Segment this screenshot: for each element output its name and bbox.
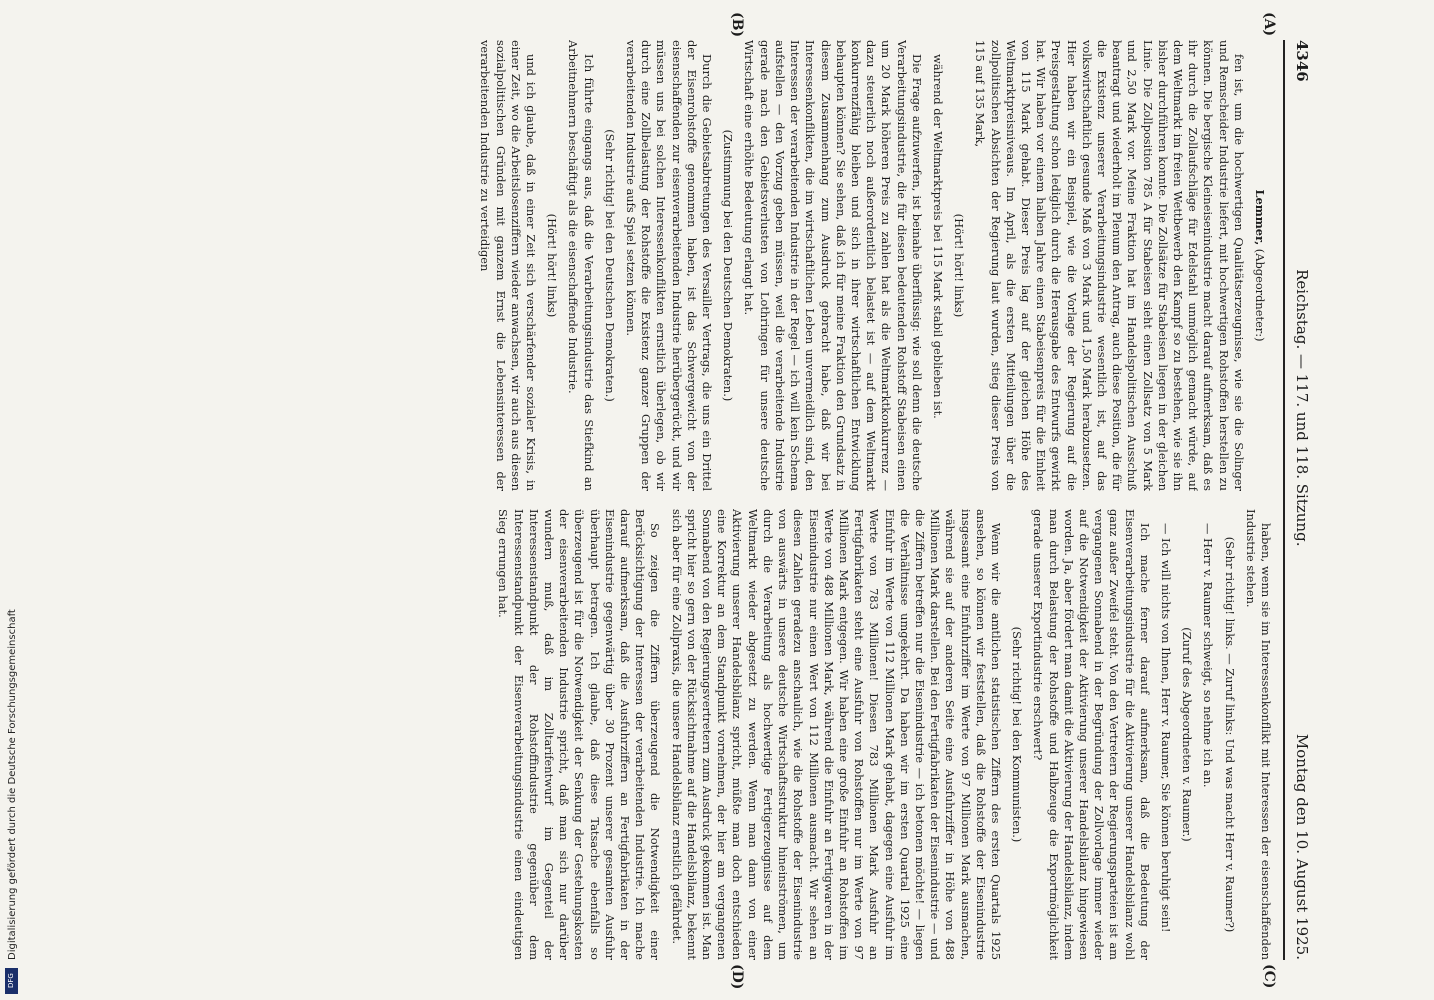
margin-marker-a: (A): [1261, 12, 1277, 37]
text-columns: [143, 40, 1273, 960]
interjection: (Sehr richtig! links. — Zuruf links: Und was macht Herr v. Raumer?): [1222, 536, 1237, 933]
dfg-logo: DFG: [5, 968, 18, 994]
paragraph: Durch die Gebietsabtretungen des Versailler Vertrags, die uns ein Drittel der Eisenrohstoffe genommen haben, ist das Schwergewicht von der eisenschaffenden zur eisenverarbeitenden Industrie herübergerückt, und wir müssen uns bei solchen Interessenkonflikten ernstlich überlegen, ob wir durch eine Zollbelastung der Rohstoffe die Existenz ganzer Gruppen der verarbeitenden Industrie aufs Spiel setzen können.: [624, 40, 715, 491]
interjection: (Sehr richtig! bei den Deutschen Demokraten.): [602, 129, 617, 402]
left-column: [143, 40, 1273, 491]
digitization-sidebar: [2, 0, 20, 1000]
paragraph: Ich führte eingangs aus, daß die Verarbeitungsindustrie das Stiefkind an Arbeitnehmern beschäftigt als die eisenschaffende Industrie.: [566, 40, 596, 491]
margin-marker-b: (B): [729, 12, 745, 38]
interjection: (Hört! hört! links): [545, 213, 560, 318]
paragraph: Wenn wir die amtlichen statistischen Ziffern des ersten Quartals 1925 ansehen, so können wir feststellen, daß die Rohstoffe der Eisenindustrie insgesamt eine Einfuhrziffer im Werte von 97 Millionen Mark ausmachen, während sie auf der anderen Seite eine Ausfuhrziffer in Höhe von 488 Millionen Mark darstellen. Bei den Fertigfabrikaten der Eisenindustrie — und die Ziffern betreffen nur die Eisenindustrie — ich betonen möchte! — liegen die Verhältnisse umgekehrt. Da haben wir im ersten Quartal 1925 eine Einfuhr im Werte von 112 Millionen Mark gehabt, dagegen eine Ausfuhr im Werte von 783 Millionen! Diesen 783 Millionen Mark Ausfuhr an Fertigfabrikaten steht eine Ausfuhr von Rohstoffen nur im Werte von 97 Millionen Mark entgegen. Wir haben eine große Einfuhr an Rohstoffen im Werte von 488 Millionen Mark, während die Einfuhr an Fertigwaren in der Eisenindustrie nur einen Wert von 112 Millionen ausmacht. Wir sehen an diesen Zahlen geradezu anschaulich, wie die Rohstoffe der Eisenindustrie von auswärts in unsere deutsche Wirtschaftsstruktur hineinströmen, um durch die Verarbeitung als hochwertige Fertigerzeugnisse auf dem Weltmarkt wieder abgesetzt zu werden. Wenn man dann von einer Aktivierung unserer Handelsbilanz spricht, müßte man doch entschieden eine Korrektur an dem Standpunkt vornehmen, der hier am vergangenen Sonnabend von den Regierungsvertretern zum Ausdruck gekommen ist. Man spricht hier so gern von der Rücksichtnahme auf die Handelsbilanz, bekennt sich aber für eine Zollpraxis, die unsere Handelsbilanz ernstlich gefährdet.: [669, 509, 1003, 960]
interjection: (Zuruf des Abgeordneten v. Raumer.): [1180, 627, 1195, 842]
session-date: Montag den 10. August 1925.: [1293, 733, 1311, 960]
paragraph: haben, wenn sie im Interessenkonflikt mit Interessen der eisenschaffenden Industrie stehen.: [1243, 509, 1273, 960]
page-header: [1283, 40, 1315, 960]
speaker-name: Lemmer,: [1253, 189, 1267, 246]
speaker-role: Abgeordneter:: [1253, 253, 1267, 338]
speaker-line: Lemmer, (Abgeordneter:): [1253, 189, 1267, 342]
paragraph: Ich mache ferner darauf aufmerksam, daß die Bedeutung der Eisenverarbeitungsindustrie für die Aktivierung unserer Handelsbilanz wohl ganz außer Zweifel steht. Von den Vertretern der Regierungsparteien ist am vergangenen Sonnabend in der Begründung der Zollvorlage immer wieder auf die Notwendigkeit der Aktivierung unserer Handelsbilanz hingewiesen worden. Ja, aber fördert man damit die Aktivierung der Handelsbilanz, indem man durch Belastung der Rohstoffe und Halbzeuge die Exportmöglichkeit gerade unserer Exportindustrie erschwert?: [1031, 509, 1152, 960]
interjection: (Zustimmung bei den Deutschen Demokraten.): [721, 129, 736, 402]
session-title: Reichstag. — 117. und 118. Sitzung.: [1293, 269, 1311, 547]
rotated-page-content: [85, 0, 1335, 1000]
right-column: [143, 509, 1273, 960]
paragraph: Die Frage aufzuwerfen, ist beinahe überflüssig: wie soll denn die deutsche Verarbeitungsindustrie, die für diesen bedeutenden Rohstoff Stabeisen einen um 20 Mark höheren Preis zu zahlen hat als die Weltmarktkonkurrenz — dazu steuerlich noch außerordentlich belastet ist — auf dem Weltmarkt konkurrenzfähig bleiben und sich in ihrer wirtschaftlichen Entwicklung behaupten können? Sie sehen, daß ich für meine Fraktion den Grundsatz in diesem Zusammenhang zum Ausdruck gebracht habe, daß wir bei Interessenkonflikten, die im wirtschaftlichen Leben unvermeidlich sind, den Interessen der verarbeitenden Industrie in der Regel — ich will kein Schema aufstellen — den Vorzug geben müssen, weil die verarbeitende Industrie gerade nach den Gebietsverlusten von Lothringen für unsere deutsche Wirtschaft eine erhöhte Bedeutung erlangt hat.: [742, 40, 924, 491]
paragraph: und ich glaube, daß in einer Zeit sich verschärfender sozialer Krisis, in einer Zeit, wo die Arbeitslosenziffern wieder anwachsen, wir auch aus diesen sozialpolitischen Gründen mit ganzem Ernst die Lebensinteressen der verarbeitenden Industrie zu verteidigen: [478, 40, 539, 491]
paragraph: — Herr v. Raumer schweigt, so nehme ich an.: [1201, 523, 1216, 788]
interjection: (Sehr richtig! bei den Kommunisten.): [1010, 626, 1025, 843]
paragraph: So zeigen die Ziffern überzeugend die Notwendigkeit einer Berücksichtigung der Interessen der verarbeitenden Industrie. Ich mache darauf aufmerksam, daß die Ausfuhrziffern an Fertigfabrikaten in der Eisenindustrie gegenwärtig über 30 Prozent unserer gesamten Ausfuhr überhaupt betragen. Ich glaube, daß diese Tatsache ebenfalls so überzeugend ist für die Notwendigkeit der Senkung der Gestehungskosten der eisenverarbeitenden Industrie spricht, daß man sich nur darüber wundern muß, daß im Zolltarifentwurf im Gegenteil der Interessenstandpunkt der Rohstoffindustrie gegenüber dem Interessenstandpunkt der Eisenverarbeitungsindustrie einen eindeutigen Sieg errungen hat.: [496, 509, 663, 960]
dfg-credit-text: Digitalisierung gefördert durch die Deutsche Forschungsgemeinschaft: [7, 609, 18, 960]
paragraph: während der Weltmarktpreis bei 115 Mark stabil geblieben ist.: [930, 54, 945, 419]
interjection: (Hört! hört! links): [952, 213, 967, 318]
margin-marker-d: (D): [729, 964, 745, 990]
paragraph: fen ist, um die hochwertigen Qualitätserzeugnisse, wie sie die Solinger und Remscheider Industrie liefert, mit hochwertigen Rohstoffen herstellen zu können. Die bergische Kleineisenindustrie macht darauf aufmerksam, daß es ihr durch die Zollaufschläge für Edelstahl unmöglich gemacht würde, auf dem Weltmarkt im freien Wettbewerb den Kampf so zu bestehen, wie sie ihn bisher durchführen konnte. Die Zollsätze für Stabeisen liegen in der gleichen Linie. Die Zollposition 785 A für Stabeisen sieht einen Zollsatz von 5 Mark und 2,50 Mark vor. Meine Fraktion hat im Handelspolitischen Ausschuß beantragt und wiederholt im Plenum den Antrag, auch diese Position, die für die Existenz unserer Verarbeitungsindustrie wesentlich ist, auf das volkswirtschaftlich gesunde Maß von 3 Mark und 1,50 Mark herabzusetzen. Hier haben wir ein Beispiel, wie die Vorlage der Regierung auf die Preisgestaltung schon lediglich durch die Herausgabe des Entwurfs gewirkt hat. Wir haben vor einem halben Jahre einen Stabeisenpreis für die Einheit von 115 Mark gehabt. Dieser Preis lag auf der gleichen Höhe des Weltmarktpreisniveaus. Im April, als die ersten Mitteilungen über die zollpolitischen Absichten der Regierung laut wurden, stieg dieser Preis von 115 auf 135 Mark,: [973, 40, 1246, 491]
margin-marker-c: (C): [1261, 964, 1277, 989]
paragraph: — Ich will nichts von Ihnen, Herr v. Raumer, Sie können beruhigt sein!: [1158, 523, 1173, 933]
page-number: 4346: [1293, 40, 1311, 82]
